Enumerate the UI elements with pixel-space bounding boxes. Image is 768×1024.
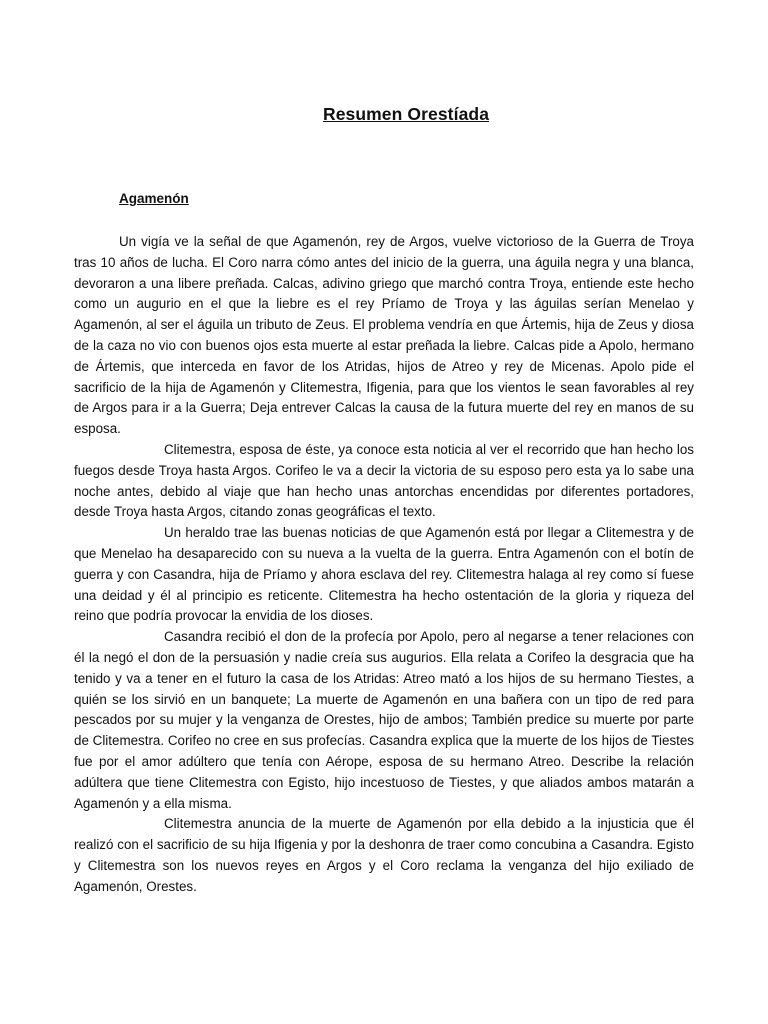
- paragraph: Casandra recibió el don de la profecía por Apolo, pero al negarse a tener relaciones con él la negó el don de la persuasión y nadie creía sus augurios. Ella relata a Corifeo la desgracia que ha tenido y va a tener en el futuro la casa de los Atridas: Atreo mató a los hijos de su hermano Tiestes, a quién se los sirvió en un banquete; La muerte de Agamenón en una bañera con un tipo de red para pescados por su mujer y la venganza de Orestes, hijo de ambos; También predice su muerte por parte de Clitemestra. Corifeo no cree en sus profecías. Casandra explica que la muerte de los hijos de Tiestes fue por el amor adúltero que tenía con Aérope, esposa de su hermano Atreo. Describe la relación adúltera que tiene Clitemestra con Egisto, hijo incestuoso de Tiestes, y que aliados ambos matarán a Agamenón y a ella misma.: [74, 629, 694, 811]
- section-heading: Agamenón: [119, 191, 189, 206]
- paragraph: Un heraldo trae las buenas noticias de que Agamenón está por llegar a Clitemestra y de que Menelao ha desaparecido con su nueva a la vuelta de la guerra. Entra Agamenón con el botín de guerra y con Casandra, hija de Príamo y ahora esclava del rey. Clitemestra halaga al rey como sí fuese una deidad y él al principio es reticente. Clitemestra ha hecho ostentación de la gloria y riqueza del reino que podría provocar la envidia de los dioses.: [74, 525, 694, 624]
- paragraph: Clitemestra anuncia de la muerte de Agamenón por ella debido a la injusticia que él realizó con el sacrificio de su hija Ifigenia y por la deshonra de traer como concubina a Casandra. Egisto y Clitemestra son los nuevos reyes en Argos y el Coro reclama la venganza del hijo exiliado de Agamenón, Orestes.: [74, 816, 694, 894]
- paragraph: Un vigía ve la señal de que Agamenón, rey de Argos, vuelve victorioso de la Guerra de Troya tras 10 años de lucha. El Coro narra cómo antes del inicio de la guerra, una águila negra y una blanca, devoraron a una libere preñada. Calcas, adivino griego que marchó contra Troya, entiende este hecho como un augurio en el que la liebre es el rey Príamo de Troya y las águilas serían Menelao y Agamenón, al ser el águila un tributo de Zeus. El problema vendría en que Ártemis, hija de Zeus y diosa de la caza no vio con buenos ojos esta muerte al estar preñada la liebre. Calcas pide a Apolo, hermano de Ártemis, que interceda en favor de los Atridas, hijos de Atreo y rey de Micenas. Apolo pide el sacrificio de la hija de Agamenón y Clitemestra, Ifigenia, para que los vientos le sean favorables al rey de Argos para ir a la Guerra; Deja entrever Calcas la causa de la futura muerte del rey en manos de su esposa.: [74, 234, 694, 437]
- paragraph: Clitemestra, esposa de éste, ya conoce esta noticia al ver el recorrido que han hecho los fuegos desde Troya hasta Argos. Corifeo le va a decir la victoria de su esposo pero esta ya lo sabe una noche antes, debido al viaje que han hecho unas antorchas encendidas por diferentes portadores, desde Troya hasta Argos, citando zonas geográficas el texto.: [74, 441, 694, 520]
- body-text: [74, 232, 694, 898]
- document-title: Resumen Orestíada: [322, 104, 490, 124]
